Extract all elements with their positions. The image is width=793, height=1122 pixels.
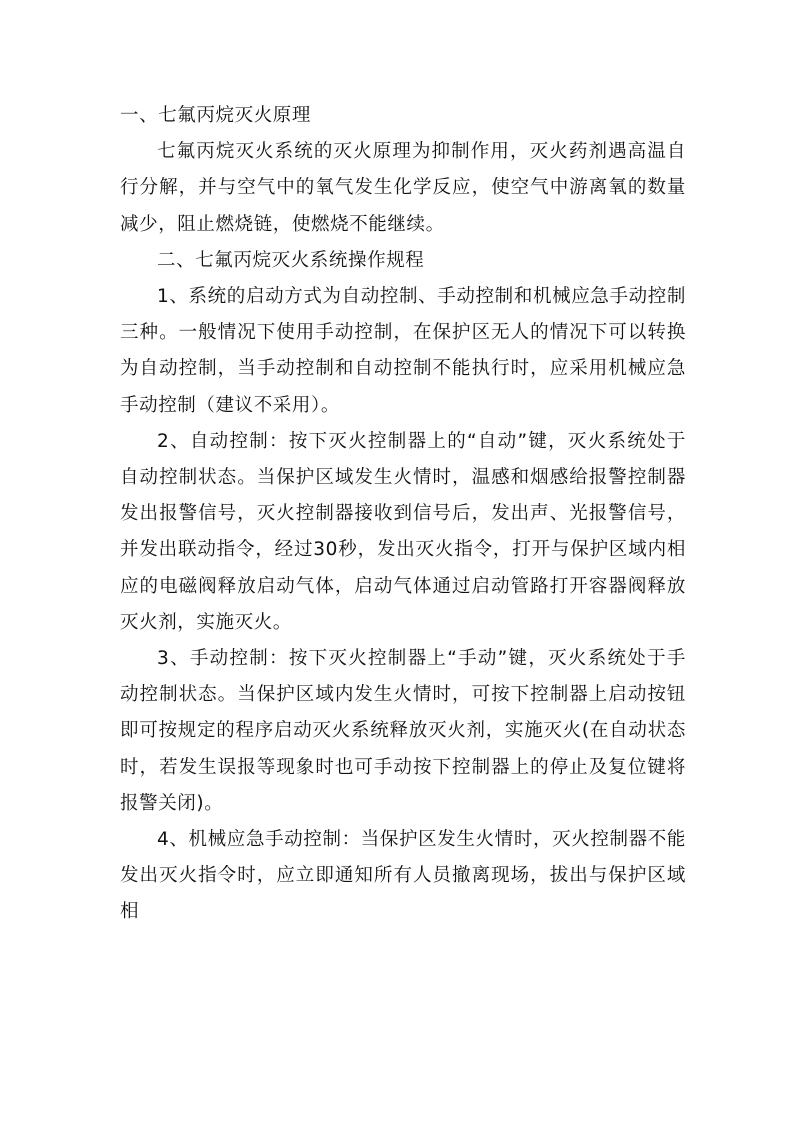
paragraph-manual-control: 3、手动控制：按下灭火控制器上“手动”键，灭火系统处于手动控制状态。当保护区域内发生火情时，可按下控制器上启动按钮即可按规定的程序启动灭火系统释放灭火剂，实施灭火(在自动状态时，若发生误报等现象时也可手动按下控制器上的停止及复位键将报警关闭)。 (120, 648, 686, 814)
paragraph-auto-control: 2、自动控制：按下灭火控制器上的“自动”键，灭火系统处于自动控制状态。当保护区域发生火情时，温感和烟感给报警控制器发出报警信号，灭火控制器接收到信号后，发出声、光报警信号，并发出联动指令，经过30秒，发出灭火指令，打开与保护区域内相应的电磁阀释放启动气体，启动气体通过启动管路打开容器阀释放灭火剂，实施灭火。 (120, 430, 686, 633)
document-body (120, 98, 686, 931)
section-heading-principle: 一、七氟丙烷灭火原理 (120, 105, 312, 126)
paragraph-startup-modes: 1、系统的启动方式为自动控制、手动控制和机械应急手动控制三种。一般情况下使用手动控制，在保护区无人的情况下可以转换为自动控制，当手动控制和自动控制不能执行时，应采用机械应急手动控制（建议不采用）。 (120, 286, 686, 416)
paragraph-principle: 七氟丙烷灭火系统的灭火原理为抑制作用，灭火药剂遇高温自行分解，并与空气中的氧气发生化学反应，使空气中游离氧的数量减少，阻止燃烧链，使燃烧不能继续。 (120, 141, 686, 235)
section-heading-procedures: 二、七氟丙烷灭火系统操作规程 (157, 249, 425, 271)
paragraph-mechanical-control: 4、机械应急手动控制：当保护区发生火情时，灭火控制器不能发出灭火指令时，应立即通知所有人员撤离现场，拔出与保护区域相 (120, 829, 686, 923)
